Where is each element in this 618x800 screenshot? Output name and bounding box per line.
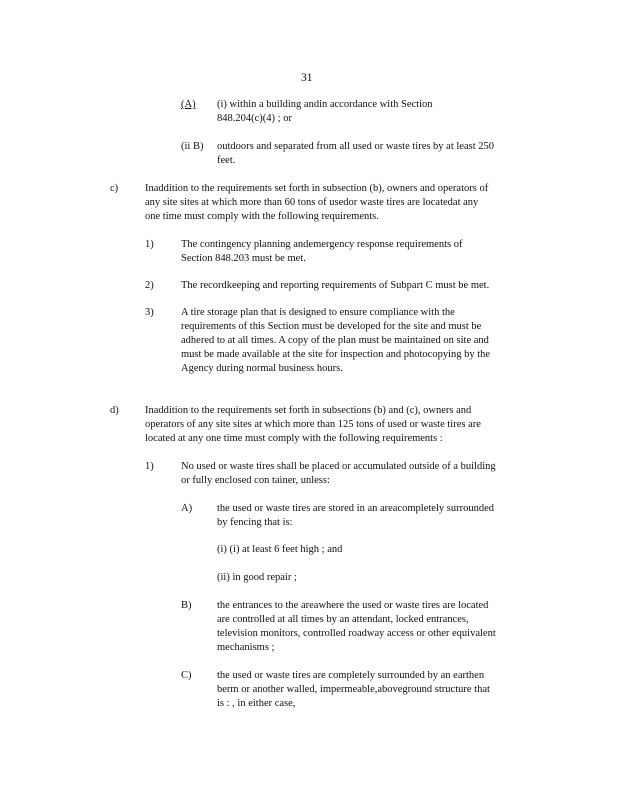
subitem-text-ii (217, 571, 337, 585)
text-line: or fully enclosed con tainer, unless: (181, 475, 330, 486)
text-line: 848.204(c)(4) ; or (217, 113, 292, 124)
text-line: are controlled at all times by an attendant, locked entrances, (217, 614, 469, 625)
text-line: The contingency planning andemergency response requirements of (181, 239, 463, 250)
text-line: (i) within a building andin accordance with Section (217, 99, 433, 110)
text-line: outdoors and separated from all used or waste tires by at least 250 (217, 141, 495, 152)
section-label-c: c) (110, 183, 119, 194)
text-line: berm or another walled, impermeable,aboveground structure that (217, 684, 490, 695)
text-line: Agency during normal business hours. (181, 363, 343, 374)
subitem-text-i (217, 543, 387, 557)
text-line: A tire storage plan that is designed to ensure compliance with the (181, 307, 455, 318)
item-label-c1: 1) (145, 239, 154, 250)
text-line: operators of any site sites at which more than 125 tons of used or waste tires are (145, 419, 481, 430)
text-line: television monitors, controlled roadway access or other equivalent (217, 628, 496, 639)
section-label-d: d) (110, 405, 119, 416)
item-label-a: (A) (181, 99, 196, 110)
text-line: requirements of this Section must be developed for the site and must be (181, 321, 482, 332)
section-text-c (145, 182, 540, 224)
text-line: is : , in either case, (217, 698, 296, 709)
text-line: one time must comply with the following requirements. (145, 211, 379, 222)
text-line: No used or waste tires shall be placed or accumulated outside of a building (181, 461, 496, 472)
text-line: by fencing that is: (217, 517, 293, 528)
text-line: Section 848.203 must be met. (181, 253, 306, 264)
text-line: The recordkeeping and reporting requirements of Subpart C must be met. (181, 280, 490, 291)
text-line: (ii) in good repair ; (217, 572, 297, 583)
item-label-c3: 3) (145, 307, 154, 318)
text-line: the entrances to the areawhere the used or waste tires are located (217, 600, 489, 611)
item-label-d1a: A) (181, 503, 193, 514)
page-number: 31 (301, 72, 313, 84)
text-line: feet. (217, 155, 236, 166)
item-label-c2: 2) (145, 280, 154, 291)
text-line: (i) (i) at least 6 feet high ; and (217, 544, 343, 555)
item-text-d1c (217, 669, 529, 711)
item-label-d1c: C) (181, 670, 192, 681)
item-text-d1 (181, 460, 539, 488)
item-text-c1 (181, 238, 506, 266)
item-text-b (217, 140, 535, 168)
item-label-d1b: B) (181, 600, 192, 611)
item-text-d1a (217, 502, 527, 530)
item-label-b: (ii B) (181, 141, 204, 152)
text-line: must be made available at the site for inspection and photocopying by the (181, 349, 491, 360)
item-label-d1: 1) (145, 461, 154, 472)
text-line: the used or waste tires are completely surrounded by an earthen (217, 670, 485, 681)
item-text-a (217, 98, 457, 126)
item-text-d1b (217, 599, 533, 655)
text-line: located at any one time must comply with the following requirements : (145, 433, 443, 444)
text-line: the used or waste tires are stored in an areacompletely surrounded (217, 503, 494, 514)
item-text-c2 (181, 279, 533, 293)
text-line: adhered to at all times. A copy of the plan must be maintained on site and (181, 335, 489, 346)
text-line: any site sites at which more than 60 tons of usedor waste tires are locatedat any (145, 197, 479, 208)
text-line: mechanisms ; (217, 642, 275, 653)
item-text-c3 (181, 306, 536, 376)
text-line: Inaddition to the requirements set forth in subsections (b) and (c), owners and (145, 405, 472, 416)
text-line: Inaddition to the requirements set forth in subsection (b), owners and operators of (145, 183, 489, 194)
section-text-d (145, 404, 535, 446)
